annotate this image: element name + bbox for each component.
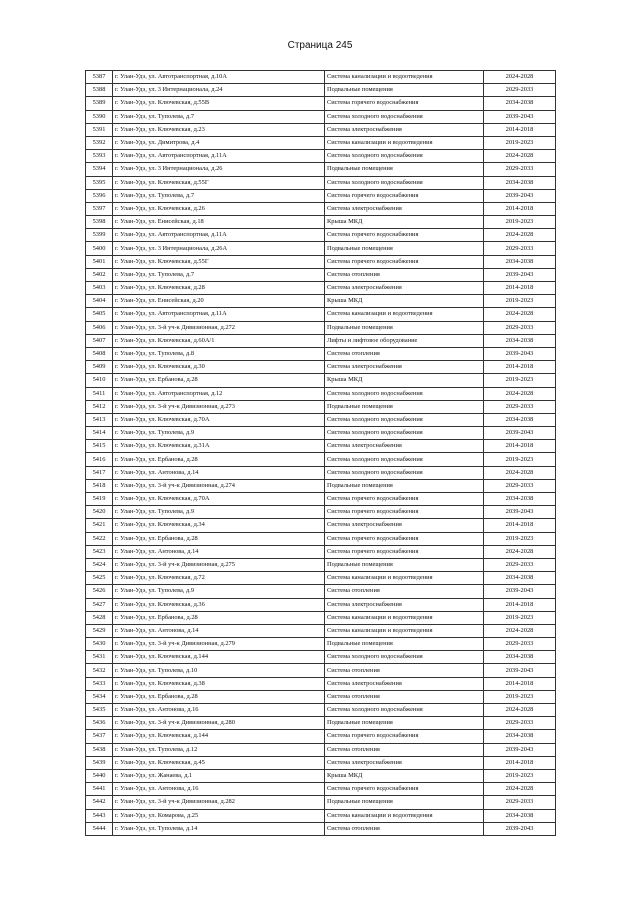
system-cell: Система канализации и водоотведения	[325, 611, 484, 624]
row-number-cell: 5444	[86, 822, 113, 835]
period-cell: 2024-2028	[484, 150, 556, 163]
address-cell: г. Улан-Удэ, ул. Туполева, д.9	[113, 427, 325, 440]
system-cell: Система электроснабжения	[325, 123, 484, 136]
registry-table-body	[86, 71, 556, 836]
address-cell: г. Улан-Удэ, ул. Туполева, д.9	[113, 585, 325, 598]
table-row	[86, 216, 556, 229]
system-cell: Подвальные помещения	[325, 558, 484, 571]
period-cell: 2014-2018	[484, 519, 556, 532]
table-row	[86, 558, 556, 571]
period-cell: 2029-2033	[484, 717, 556, 730]
period-cell: 2034-2038	[484, 572, 556, 585]
row-number-cell: 5424	[86, 558, 113, 571]
address-cell: г. Улан-Удэ, ул. Ключевская, д.38	[113, 677, 325, 690]
row-number-cell: 5425	[86, 572, 113, 585]
table-row	[86, 150, 556, 163]
row-number-cell: 5402	[86, 268, 113, 281]
system-cell: Система холодного водоснабжения	[325, 466, 484, 479]
row-number-cell: 5442	[86, 796, 113, 809]
address-cell: г. Улан-Удэ, ул. Ербанова, д.28	[113, 374, 325, 387]
system-cell: Система электроснабжения	[325, 519, 484, 532]
row-number-cell: 5439	[86, 756, 113, 769]
system-cell: Система канализации и водоотведения	[325, 136, 484, 149]
table-row	[86, 268, 556, 281]
table-row	[86, 361, 556, 374]
system-cell: Система электроснабжения	[325, 677, 484, 690]
system-cell: Система холодного водоснабжения	[325, 387, 484, 400]
table-row	[86, 427, 556, 440]
address-cell: г. Улан-Удэ, ул. Туполева, д.12	[113, 743, 325, 756]
address-cell: г. Улан-Удэ, ул. Туполева, д.7	[113, 189, 325, 202]
system-cell: Система холодного водоснабжения	[325, 413, 484, 426]
table-row	[86, 479, 556, 492]
period-cell: 2039-2043	[484, 585, 556, 598]
table-row	[86, 717, 556, 730]
row-number-cell: 5440	[86, 769, 113, 782]
address-cell: г. Улан-Удэ, ул. Ербанова, д.28	[113, 532, 325, 545]
address-cell: г. Улан-Удэ, ул. 3 Интернационала, д.24	[113, 84, 325, 97]
system-cell: Система холодного водоснабжения	[325, 150, 484, 163]
table-row	[86, 532, 556, 545]
period-cell: 2024-2028	[484, 704, 556, 717]
address-cell: г. Улан-Удэ, ул. 3-й уч-к Дивизионная, д.279	[113, 638, 325, 651]
row-number-cell: 5423	[86, 545, 113, 558]
address-cell: г. Улан-Удэ, ул. Димитрова, д.4	[113, 136, 325, 149]
period-cell: 2019-2023	[484, 611, 556, 624]
address-cell: г. Улан-Удэ, ул. Ключевская, д.70А	[113, 413, 325, 426]
row-number-cell: 5388	[86, 84, 113, 97]
period-cell: 2029-2033	[484, 84, 556, 97]
table-row	[86, 638, 556, 651]
row-number-cell: 5422	[86, 532, 113, 545]
row-number-cell: 5419	[86, 493, 113, 506]
address-cell: г. Улан-Удэ, ул. Ключевская, д.144	[113, 730, 325, 743]
period-cell: 2014-2018	[484, 598, 556, 611]
system-cell: Система канализации и водоотведения	[325, 624, 484, 637]
address-cell: г. Улан-Удэ, ул. Туполева, д.10	[113, 664, 325, 677]
period-cell: 2024-2028	[484, 71, 556, 84]
address-cell: г. Улан-Удэ, ул. 3 Интернационала, д.26	[113, 163, 325, 176]
address-cell: г. Улан-Удэ, ул. 3-й уч-к Дивизионная, д.273	[113, 400, 325, 413]
address-cell: г. Улан-Удэ, ул. Ключевская, д.144	[113, 651, 325, 664]
address-cell: г. Улан-Удэ, ул. Автотранспортная, д.11А	[113, 308, 325, 321]
row-number-cell: 5429	[86, 624, 113, 637]
table-row	[86, 71, 556, 84]
period-cell: 2024-2028	[484, 308, 556, 321]
address-cell: г. Улан-Удэ, ул. Ключевская, д.34	[113, 519, 325, 532]
table-row	[86, 783, 556, 796]
system-cell: Подвальные помещения	[325, 717, 484, 730]
row-number-cell: 5407	[86, 334, 113, 347]
system-cell: Система электроснабжения	[325, 361, 484, 374]
table-row	[86, 110, 556, 123]
period-cell: 2034-2038	[484, 493, 556, 506]
system-cell: Система горячего водоснабжения	[325, 545, 484, 558]
registry-table	[85, 70, 556, 836]
period-cell: 2014-2018	[484, 756, 556, 769]
table-row	[86, 413, 556, 426]
row-number-cell: 5406	[86, 321, 113, 334]
period-cell: 2029-2033	[484, 400, 556, 413]
system-cell: Система холодного водоснабжения	[325, 110, 484, 123]
address-cell: г. Улан-Удэ, ул. 3 Интернационала, д.26А	[113, 242, 325, 255]
table-row	[86, 466, 556, 479]
address-cell: г. Улан-Удэ, ул. Ключевская, д.45	[113, 756, 325, 769]
table-row	[86, 545, 556, 558]
row-number-cell: 5431	[86, 651, 113, 664]
table-row	[86, 123, 556, 136]
period-cell: 2019-2023	[484, 136, 556, 149]
period-cell: 2014-2018	[484, 282, 556, 295]
row-number-cell: 5389	[86, 97, 113, 110]
period-cell: 2034-2038	[484, 651, 556, 664]
address-cell: г. Улан-Удэ, ул. Ключевская, д.55В	[113, 97, 325, 110]
table-row	[86, 387, 556, 400]
system-cell: Система электроснабжения	[325, 756, 484, 769]
address-cell: г. Улан-Удэ, ул. Антонова, д.14	[113, 466, 325, 479]
row-number-cell: 5408	[86, 347, 113, 360]
system-cell: Система горячего водоснабжения	[325, 783, 484, 796]
table-row	[86, 677, 556, 690]
system-cell: Подвальные помещения	[325, 321, 484, 334]
system-cell: Система холодного водоснабжения	[325, 453, 484, 466]
address-cell: г. Улан-Удэ, ул. Ербанова, д.28	[113, 611, 325, 624]
period-cell: 2019-2023	[484, 216, 556, 229]
row-number-cell: 5435	[86, 704, 113, 717]
address-cell: г. Улан-Удэ, ул. Ключевская, д.70А	[113, 493, 325, 506]
system-cell: Система канализации и водоотведения	[325, 71, 484, 84]
row-number-cell: 5396	[86, 189, 113, 202]
address-cell: г. Улан-Удэ, ул. Автотранспортная, д.11А	[113, 229, 325, 242]
period-cell: 2019-2023	[484, 769, 556, 782]
address-cell: г. Улан-Удэ, ул. Ербанова, д.28	[113, 453, 325, 466]
address-cell: г. Улан-Удэ, ул. Ербанова, д.28	[113, 690, 325, 703]
table-row	[86, 229, 556, 242]
row-number-cell: 5443	[86, 809, 113, 822]
address-cell: г. Улан-Удэ, ул. Антонова, д.14	[113, 624, 325, 637]
system-cell: Система горячего водоснабжения	[325, 493, 484, 506]
row-number-cell: 5400	[86, 242, 113, 255]
table-row	[86, 136, 556, 149]
address-cell: г. Улан-Удэ, ул. Ключевская, д.28	[113, 282, 325, 295]
system-cell: Система канализации и водоотведения	[325, 308, 484, 321]
system-cell: Система горячего водоснабжения	[325, 189, 484, 202]
table-row	[86, 242, 556, 255]
period-cell: 2039-2043	[484, 268, 556, 281]
period-cell: 2034-2038	[484, 413, 556, 426]
row-number-cell: 5421	[86, 519, 113, 532]
address-cell: г. Улан-Удэ, ул. Ключевская, д.36	[113, 598, 325, 611]
system-cell: Система холодного водоснабжения	[325, 704, 484, 717]
system-cell: Система холодного водоснабжения	[325, 427, 484, 440]
row-number-cell: 5392	[86, 136, 113, 149]
system-cell: Система горячего водоснабжения	[325, 532, 484, 545]
system-cell: Система горячего водоснабжения	[325, 229, 484, 242]
address-cell: г. Улан-Удэ, ул. Жанаева, д.1	[113, 769, 325, 782]
row-number-cell: 5391	[86, 123, 113, 136]
row-number-cell: 5399	[86, 229, 113, 242]
period-cell: 2039-2043	[484, 427, 556, 440]
row-number-cell: 5405	[86, 308, 113, 321]
table-row	[86, 308, 556, 321]
period-cell: 2034-2038	[484, 176, 556, 189]
system-cell: Система горячего водоснабжения	[325, 97, 484, 110]
row-number-cell: 5409	[86, 361, 113, 374]
address-cell: г. Улан-Удэ, ул. Ключевская, д.72	[113, 572, 325, 585]
row-number-cell: 5418	[86, 479, 113, 492]
address-cell: г. Улан-Удэ, ул. Ключевская, д.55Г	[113, 176, 325, 189]
period-cell: 2039-2043	[484, 822, 556, 835]
row-number-cell: 5436	[86, 717, 113, 730]
table-row	[86, 611, 556, 624]
system-cell: Система отопления	[325, 822, 484, 835]
system-cell: Система горячего водоснабжения	[325, 506, 484, 519]
period-cell: 2039-2043	[484, 664, 556, 677]
table-row	[86, 347, 556, 360]
system-cell: Система холодного водоснабжения	[325, 651, 484, 664]
row-number-cell: 5433	[86, 677, 113, 690]
period-cell: 2024-2028	[484, 387, 556, 400]
system-cell: Система отопления	[325, 347, 484, 360]
table-row	[86, 730, 556, 743]
period-cell: 2024-2028	[484, 624, 556, 637]
address-cell: г. Улан-Удэ, ул. 3-й уч-к Дивизионная, д.275	[113, 558, 325, 571]
table-row	[86, 506, 556, 519]
table-row	[86, 84, 556, 97]
row-number-cell: 5441	[86, 783, 113, 796]
address-cell: г. Улан-Удэ, ул. Автотранспортная, д.10А	[113, 71, 325, 84]
period-cell: 2014-2018	[484, 123, 556, 136]
period-cell: 2024-2028	[484, 783, 556, 796]
period-cell: 2019-2023	[484, 690, 556, 703]
address-cell: г. Улан-Удэ, ул. Автотранспортная, д.12	[113, 387, 325, 400]
table-row	[86, 440, 556, 453]
system-cell: Подвальные помещения	[325, 400, 484, 413]
address-cell: г. Улан-Удэ, ул. Туполева, д.14	[113, 822, 325, 835]
table-row	[86, 690, 556, 703]
system-cell: Система холодного водоснабжения	[325, 176, 484, 189]
period-cell: 2034-2038	[484, 809, 556, 822]
system-cell: Система электроснабжения	[325, 282, 484, 295]
system-cell: Подвальные помещения	[325, 638, 484, 651]
period-cell: 2029-2033	[484, 242, 556, 255]
table-row	[86, 374, 556, 387]
row-number-cell: 5415	[86, 440, 113, 453]
address-cell: г. Улан-Удэ, ул. Комарова, д.25	[113, 809, 325, 822]
address-cell: г. Улан-Удэ, ул. Ключевская, д.31А	[113, 440, 325, 453]
address-cell: г. Улан-Удэ, ул. Туполева, д.7	[113, 268, 325, 281]
row-number-cell: 5426	[86, 585, 113, 598]
table-row	[86, 400, 556, 413]
table-row	[86, 704, 556, 717]
period-cell: 2029-2033	[484, 558, 556, 571]
table-row	[86, 282, 556, 295]
row-number-cell: 5416	[86, 453, 113, 466]
row-number-cell: 5398	[86, 216, 113, 229]
period-cell: 2014-2018	[484, 202, 556, 215]
row-number-cell: 5387	[86, 71, 113, 84]
system-cell: Крыша МКД	[325, 374, 484, 387]
system-cell: Подвальные помещения	[325, 479, 484, 492]
system-cell: Система отопления	[325, 268, 484, 281]
row-number-cell: 5390	[86, 110, 113, 123]
table-row	[86, 651, 556, 664]
address-cell: г. Улан-Удэ, ул. Автотранспортная, д.11А	[113, 150, 325, 163]
address-cell: г. Улан-Удэ, ул. Антонова, д.16	[113, 783, 325, 796]
table-row	[86, 769, 556, 782]
row-number-cell: 5420	[86, 506, 113, 519]
address-cell: г. Улан-Удэ, ул. 3-й уч-к Дивизионная, д.282	[113, 796, 325, 809]
period-cell: 2024-2028	[484, 229, 556, 242]
period-cell: 2039-2043	[484, 189, 556, 202]
system-cell: Система горячего водоснабжения	[325, 255, 484, 268]
address-cell: г. Улан-Удэ, ул. Антонова, д.16	[113, 704, 325, 717]
period-cell: 2029-2033	[484, 479, 556, 492]
system-cell: Подвальные помещения	[325, 163, 484, 176]
table-row	[86, 453, 556, 466]
period-cell: 2039-2043	[484, 347, 556, 360]
system-cell: Подвальные помещения	[325, 84, 484, 97]
table-row	[86, 743, 556, 756]
system-cell: Система электроснабжения	[325, 202, 484, 215]
system-cell: Система электроснабжения	[325, 440, 484, 453]
system-cell: Крыша МКД	[325, 295, 484, 308]
table-row	[86, 664, 556, 677]
period-cell: 2034-2038	[484, 255, 556, 268]
address-cell: г. Улан-Удэ, ул. Туполева, д.7	[113, 110, 325, 123]
address-cell: г. Улан-Удэ, ул. Ключевская, д.26	[113, 202, 325, 215]
period-cell: 2039-2043	[484, 110, 556, 123]
period-cell: 2029-2033	[484, 796, 556, 809]
address-cell: г. Улан-Удэ, ул. Ключевская, д.55Г	[113, 255, 325, 268]
table-row	[86, 519, 556, 532]
period-cell: 2034-2038	[484, 730, 556, 743]
period-cell: 2039-2043	[484, 506, 556, 519]
system-cell: Система канализации и водоотведения	[325, 572, 484, 585]
row-number-cell: 5414	[86, 427, 113, 440]
table-row	[86, 163, 556, 176]
address-cell: г. Улан-Удэ, ул. Ключевская, д.30	[113, 361, 325, 374]
period-cell: 2034-2038	[484, 334, 556, 347]
row-number-cell: 5434	[86, 690, 113, 703]
period-cell: 2014-2018	[484, 361, 556, 374]
row-number-cell: 5417	[86, 466, 113, 479]
row-number-cell: 5394	[86, 163, 113, 176]
row-number-cell: 5437	[86, 730, 113, 743]
table-row	[86, 321, 556, 334]
row-number-cell: 5404	[86, 295, 113, 308]
period-cell: 2029-2033	[484, 321, 556, 334]
period-cell: 2034-2038	[484, 97, 556, 110]
row-number-cell: 5412	[86, 400, 113, 413]
address-cell: г. Улан-Удэ, ул. Ключевская, д.60А/1	[113, 334, 325, 347]
table-row	[86, 493, 556, 506]
system-cell: Система канализации и водоотведения	[325, 809, 484, 822]
period-cell: 2014-2018	[484, 677, 556, 690]
period-cell: 2019-2023	[484, 374, 556, 387]
row-number-cell: 5395	[86, 176, 113, 189]
system-cell: Подвальные помещения	[325, 242, 484, 255]
row-number-cell: 5397	[86, 202, 113, 215]
row-number-cell: 5393	[86, 150, 113, 163]
row-number-cell: 5413	[86, 413, 113, 426]
address-cell: г. Улан-Удэ, ул. 3-й уч-к Дивизионная, д.274	[113, 479, 325, 492]
period-cell: 2024-2028	[484, 545, 556, 558]
table-row	[86, 809, 556, 822]
table-row	[86, 189, 556, 202]
table-row	[86, 572, 556, 585]
address-cell: г. Улан-Удэ, ул. Енисейская, д.18	[113, 216, 325, 229]
table-row	[86, 796, 556, 809]
table-row	[86, 295, 556, 308]
row-number-cell: 5401	[86, 255, 113, 268]
system-cell: Система электроснабжения	[325, 598, 484, 611]
table-row	[86, 202, 556, 215]
row-number-cell: 5410	[86, 374, 113, 387]
system-cell: Лифты и лифтовое оборудование	[325, 334, 484, 347]
system-cell: Крыша МКД	[325, 216, 484, 229]
address-cell: г. Улан-Удэ, ул. Енисейская, д.20	[113, 295, 325, 308]
page-number-header: Страница 245	[287, 40, 353, 51]
table-row	[86, 334, 556, 347]
period-cell: 2039-2043	[484, 743, 556, 756]
period-cell: 2019-2023	[484, 295, 556, 308]
address-cell: г. Улан-Удэ, ул. 3-й уч-к Дивизионная, д.280	[113, 717, 325, 730]
period-cell: 2024-2028	[484, 466, 556, 479]
table-row	[86, 624, 556, 637]
period-cell: 2029-2033	[484, 163, 556, 176]
period-cell: 2019-2023	[484, 532, 556, 545]
system-cell: Крыша МКД	[325, 769, 484, 782]
system-cell: Система отопления	[325, 690, 484, 703]
row-number-cell: 5427	[86, 598, 113, 611]
table-row	[86, 97, 556, 110]
table-row	[86, 585, 556, 598]
row-number-cell: 5403	[86, 282, 113, 295]
period-cell: 2014-2018	[484, 440, 556, 453]
address-cell: г. Улан-Удэ, ул. Ключевская, д.23	[113, 123, 325, 136]
table-row	[86, 176, 556, 189]
period-cell: 2019-2023	[484, 453, 556, 466]
period-cell: 2029-2033	[484, 638, 556, 651]
system-cell: Система отопления	[325, 585, 484, 598]
table-row	[86, 756, 556, 769]
row-number-cell: 5411	[86, 387, 113, 400]
row-number-cell: 5432	[86, 664, 113, 677]
address-cell: г. Улан-Удэ, ул. 3-й уч-к Дивизионная, д.272	[113, 321, 325, 334]
address-cell: г. Улан-Удэ, ул. Туполева, д.8	[113, 347, 325, 360]
table-row	[86, 598, 556, 611]
row-number-cell: 5428	[86, 611, 113, 624]
system-cell: Система отопления	[325, 743, 484, 756]
system-cell: Подвальные помещения	[325, 796, 484, 809]
table-row	[86, 255, 556, 268]
row-number-cell: 5438	[86, 743, 113, 756]
address-cell: г. Улан-Удэ, ул. Антонова, д.14	[113, 545, 325, 558]
system-cell: Система отопления	[325, 664, 484, 677]
address-cell: г. Улан-Удэ, ул. Туполева, д.9	[113, 506, 325, 519]
row-number-cell: 5430	[86, 638, 113, 651]
system-cell: Система горячего водоснабжения	[325, 730, 484, 743]
table-row	[86, 822, 556, 835]
